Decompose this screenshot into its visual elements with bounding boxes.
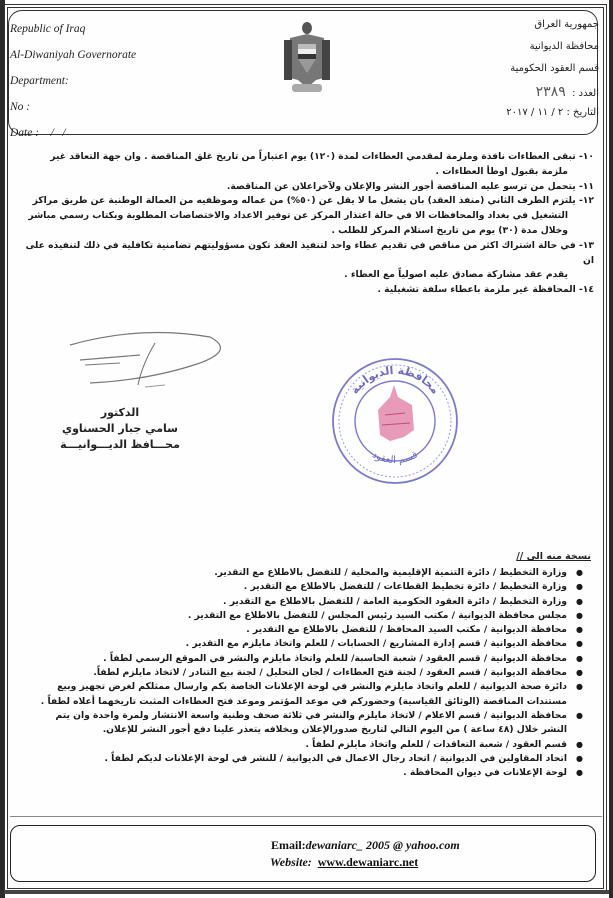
copies-list	[33, 566, 593, 780]
bullet-icon: ●	[576, 739, 583, 749]
condition-number: ١٢-	[578, 195, 594, 207]
copy-recipient: ● محافظة الديوانية / قسم العقود / شعبة الحاسبة/ للعلم واتخاذ مايلزم والنشر في الموقع الرسمي لطفاً .	[33, 652, 593, 666]
copy-recipient: ● لوحة الإعلانات في ديوان المحافظة .	[33, 766, 593, 780]
condition-line: في حالة اشتراك اكثر من مناقص في تقديم عطاء واحد لتنفيذ العقد تكون مسؤوليتهم تضامنية تكافلية في ذلك لتنفيذه على ان	[25, 239, 594, 266]
signatory-name: سامي جبار الحسناوي	[62, 422, 178, 435]
number-label: العدد :	[572, 88, 599, 99]
page-border-bottom	[4, 890, 609, 894]
condition-12	[16, 194, 594, 238]
copy-recipient: ● محافظة الديوانية / قسم العقود / لجنة فتح العطاءات / لجان التحليل / لجنة بيع التنادر / لاتخاذ مايلزم لطفاً.	[33, 666, 593, 680]
governorate-en: Al-Diwaniyah Governorate	[10, 49, 137, 61]
email-link[interactable]: dewaniarc_ 2005 @ yahoo.com	[305, 838, 460, 852]
iraq-eagle-emblem-icon	[280, 18, 334, 98]
condition-line: التشغيل في بغداد والمحافظات الا في حالة اعتذار المركز عن توفير الاعداد والاختصاصات المطلوبة وبكتاب رسمي مباشر	[28, 210, 568, 222]
website-label: Website:	[270, 855, 312, 869]
condition-line: تبقى العطاءات نافذة وملزمة لمقدمي العطاءات لمدة (١٢٠) يوم اعتباراً من تاريخ غلق المناقصة . وان جهة التعاقد غير	[50, 151, 576, 162]
department-ar: قسم العقود الحكومية	[510, 63, 599, 74]
condition-10	[16, 150, 594, 180]
date-blank-en: / /	[50, 127, 66, 139]
footer-box	[10, 825, 596, 882]
stamp-text-top: محافظة الديوانية	[348, 363, 442, 397]
condition-number: ١٤-	[578, 284, 594, 296]
condition-number: ١٣-	[578, 239, 594, 251]
copy-recipient: ● وزارة التخطيط / دائرة العقود الحكومية العامة / للتفضل بالاطلاع مع التقدير .	[33, 595, 593, 609]
date-value-ar: ٢ / ١١ / ٢٠١٧	[506, 107, 564, 118]
condition-number: ١٠-	[578, 151, 594, 162]
condition-line: المحافظة غير ملزمة باعطاء سلفة تشغيلية .	[377, 284, 576, 296]
stamp-text-bottom: قسم العقود	[370, 449, 420, 467]
republic-ar: جمهورية العراق	[534, 19, 599, 30]
bullet-icon: ●	[576, 582, 583, 592]
email-label: Email:	[271, 838, 306, 852]
website-link[interactable]: www.dewaniarc.net	[317, 855, 419, 869]
bullet-icon: ●	[576, 625, 583, 635]
number-row	[506, 80, 599, 102]
bullet-icon: ●	[576, 682, 583, 692]
condition-number: ١١-	[578, 180, 594, 192]
date-row-ar	[506, 102, 599, 124]
bullet-icon: ●	[576, 610, 583, 620]
condition-11	[16, 180, 594, 195]
bullet-icon: ●	[576, 568, 583, 577]
handwritten-signature	[50, 325, 240, 395]
governorate-ar: محافظة الديوانية	[529, 41, 599, 52]
official-stamp	[330, 355, 460, 487]
copy-recipient: ● قسم العقود / شعبة التعاقدات / للعلم واتخاذ مايلزم لطفاً .	[33, 738, 593, 752]
department-label-en: Department:	[10, 75, 69, 87]
footer-website	[270, 855, 418, 870]
signatory-position: محـــافظ الديـــوانيـــة	[60, 438, 180, 451]
date-label-ar: التاريخ :	[566, 107, 599, 118]
republic-en: Republic of Iraq	[10, 23, 86, 35]
bullet-icon: ●	[576, 596, 583, 606]
condition-line: ملزمة بقبول اوطأ العطاءات .	[435, 165, 568, 177]
bullet-icon: ●	[576, 768, 583, 778]
copy-recipient: ● مجلس محافظة الديوانية / مكتب السيد رئيس المجلس / للتفضل بالاطلاع مع التقدير .	[33, 609, 593, 623]
conditions-list	[16, 150, 594, 298]
condition-line: يلتزم الطرف الثاني (منفذ العقد) بان يشغل ما لا يقل عن (٥٠%) من عماله وموظفيه من العمالة الوطنية عن طريق مراكز	[32, 195, 576, 207]
bullet-icon: ●	[576, 710, 583, 720]
bullet-icon: ●	[576, 753, 583, 763]
number-value: ٢٣٨٩	[535, 83, 566, 99]
page-border-right	[609, 0, 613, 898]
signatory-block	[60, 405, 180, 453]
copy-recipient: ● محافظة الديوانية / قسم إدارة المشاريع / الحسابات / للعلم واتخاذ مايلزم مع التقدير .	[33, 637, 593, 651]
copy-recipient: ● محافظة الديوانية / قسم الاعلام / لاتخاذ مايلزم والنشر في ثلاثة صحف وطنية واسعة الانتشار ولمرة واحدة وان يتم النشر خلال (٤٨ ساعة ) من اليوم التالي لتاريخ صدورالإعلان وبخلافه يتعذر علينا دفع أجور النشر للإعلان.	[55, 709, 583, 736]
bullet-icon: ●	[576, 639, 583, 649]
signatory-title: الدكتور	[100, 406, 140, 419]
copy-recipient: ● وزارة التخطيط / دائرة تخطيط القطاعات / للتفضل بالاطلاع مع التقدير .	[33, 580, 593, 594]
separator-line	[10, 816, 602, 817]
copy-recipient: ● دائرة صحة الديوانية / للعلم واتخاذ مايلزم والنشر في لوحة الإعلانات الخاصة بكم وارسال ممثلكم لغرض تجهيز وبيع مستندات المناقصة (الوثائق القياسية) وحضوركم في موعد المؤتمر وموعد فتح العطاءات المثبت تاريخهما أعلاه لطفاً .	[40, 681, 583, 707]
copy-recipient: ● وزارة التخطيط / دائرة التنمية الإقليمية والمحلية / للتفضل بالاطلاع مع التقدير.	[33, 566, 593, 580]
date-row-en	[10, 120, 136, 146]
copy-recipient: ● اتحاد المقاولين في الديوانية / اتحاد رجال الاعمال في الديوانية / للنشر في لوحة الإعلانات لديكم لطفاً .	[33, 752, 593, 766]
bullet-icon: ●	[576, 653, 583, 663]
condition-line: يتحمل من ترسو عليه المناقصة أجور النشر والإعلان ولآخراعلان عن المناقصة.	[226, 180, 576, 192]
footer-email	[271, 838, 460, 853]
no-label-en: No :	[10, 101, 31, 113]
copy-recipient: ● محافظة الديوانية / مكتب السيد المحافظ / للتفضل بالاطلاع مع التقدير .	[33, 623, 593, 637]
condition-line: وخلال مدة (٣٠) يوم من تاريخ استلام المركز للطلب .	[331, 224, 568, 236]
date-label-en: Date :	[10, 127, 40, 139]
bullet-icon: ●	[576, 668, 583, 678]
copies-title: نسخة منه الى //	[516, 551, 591, 562]
letterhead-english	[10, 16, 136, 146]
condition-line: يقدم عقد مشاركة مصادق عليه اصولياً مع العطاء .	[344, 269, 568, 281]
letterhead-arabic	[506, 14, 599, 124]
condition-14	[16, 283, 594, 298]
condition-13	[16, 239, 594, 283]
